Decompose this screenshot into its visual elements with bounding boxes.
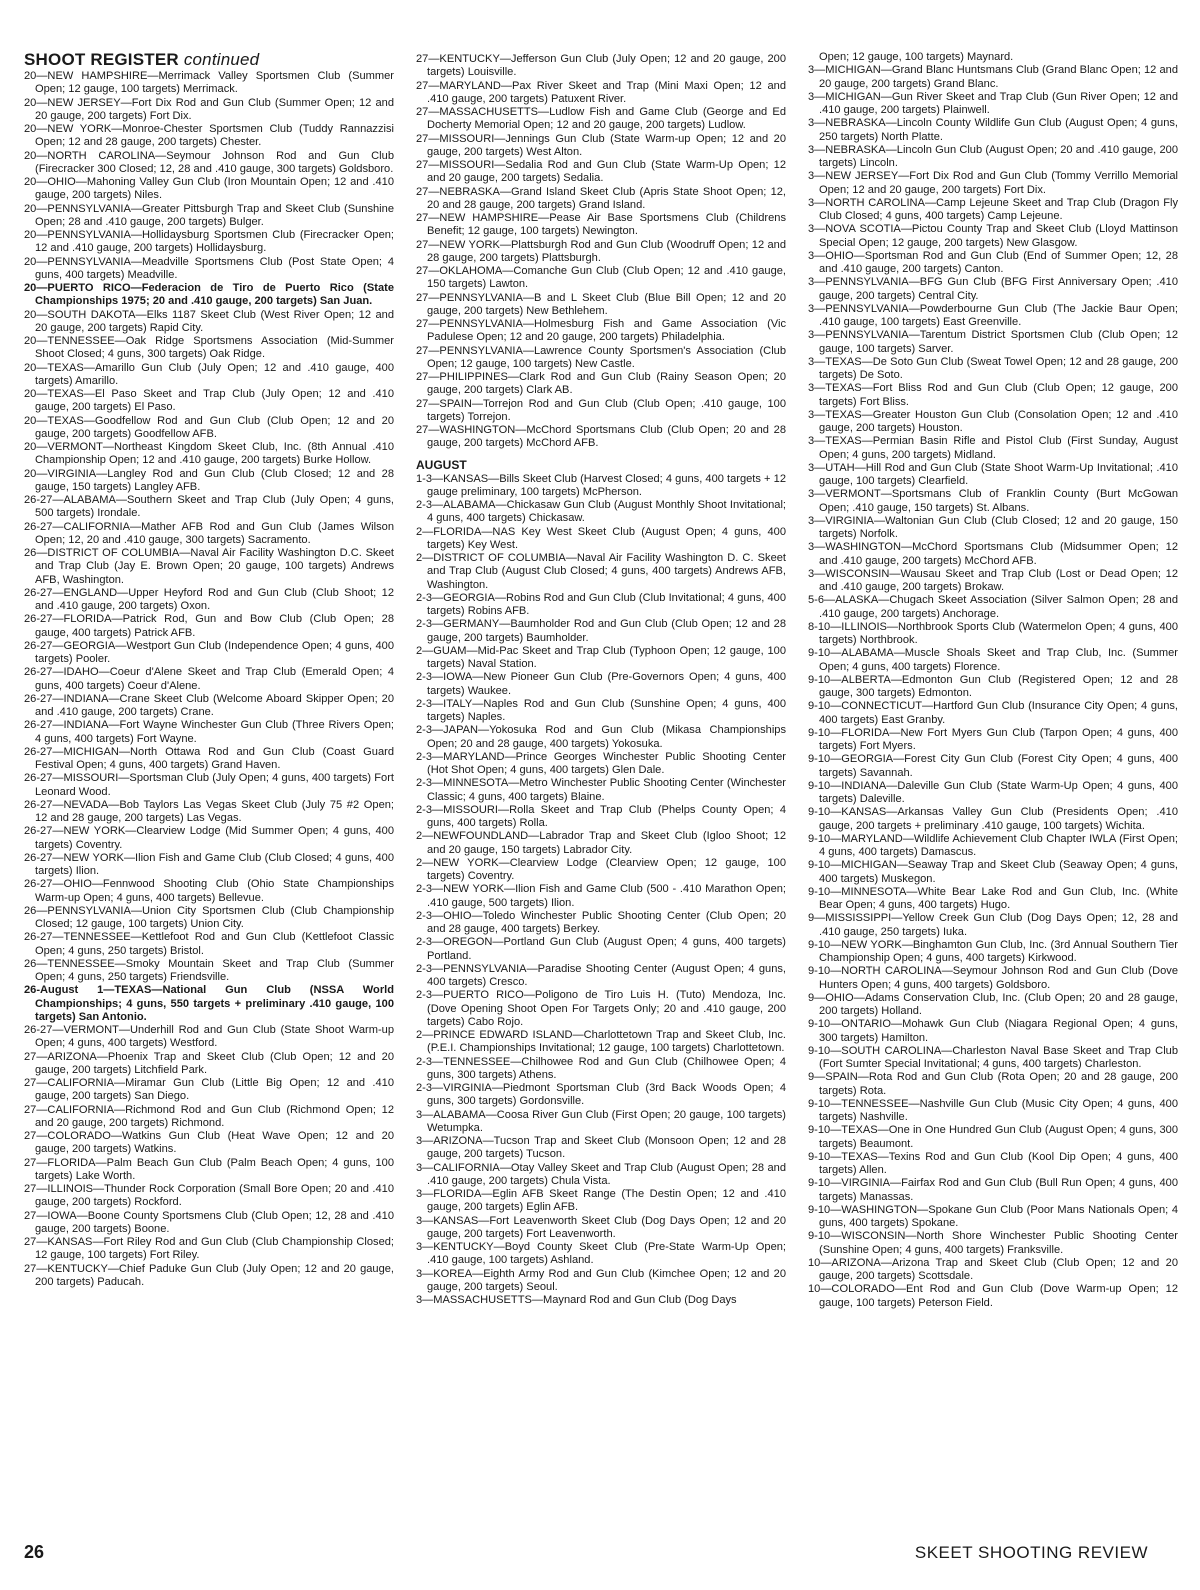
shoot-listing: 3—MICHIGAN—Gun River Skeet and Trap Club (Gun River Open; 12 and .410 gauge, 200 targets) Plainwell. — [808, 90, 1178, 116]
shoot-listing: 2-3—MARYLAND—Prince Georges Winchester Public Shooting Center (Hot Shot Open; 4 guns, 400 targets) Glen Dale. — [416, 750, 786, 776]
column-3 — [808, 51, 1178, 1310]
shoot-listing: 27—CALIFORNIA—Miramar Gun Club (Little Big Open; 12 and .410 gauge, 200 targets) San Diego. — [24, 1077, 394, 1103]
shoot-listing: 2-3—VIRGINIA—Piedmont Sportsman Club (3rd Back Woods Open; 4 guns, 300 targets) Gordonsville. — [416, 1082, 786, 1108]
shoot-listing: 2—FLORIDA—NAS Key West Skeet Club (August Open; 4 guns, 400 targets) Key West. — [416, 525, 786, 551]
shoot-listing: 3—WISCONSIN—Wausau Skeet and Trap Club (Lost or Dead Open; 12 and .410 gauge, 200 targets) Brokaw. — [808, 567, 1178, 593]
magazine-title: SKEET SHOOTING REVIEW — [914, 1543, 1148, 1562]
shoot-listing: 26-27—VERMONT—Underhill Rod and Gun Club (State Shoot Warm-up Open; 4 guns, 400 targets) Westford. — [24, 1024, 394, 1050]
shoot-listing: 8-10—ILLINOIS—Northbrook Sports Club (Watermelon Open; 4 guns, 400 targets) Northbrook. — [808, 620, 1178, 646]
shoot-listing: 3—FLORIDA—Eglin AFB Skeet Range (The Destin Open; 12 and .410 gauge, 200 targets) Eglin AFB. — [416, 1188, 786, 1214]
section-title-text: SHOOT REGISTER — [24, 50, 179, 69]
shoot-listing: 2-3—ITALY—Naples Rod and Gun Club (Sunshine Open; 4 guns, 400 targets) Naples. — [416, 697, 786, 723]
shoot-listing: 20—TEXAS—Goodfellow Rod and Gun Club (Club Open; 12 and 20 gauge, 200 targets) Goodfellow AFB. — [24, 414, 394, 440]
shoot-listing: 27—KENTUCKY—Chief Paduke Gun Club (July Open; 12 and 20 gauge, 200 targets) Paducah. — [24, 1262, 394, 1288]
shoot-listing: 9-10—MINNESOTA—White Bear Lake Rod and Gun Club, Inc. (White Bear Open; 4 guns, 400 targets) Hugo. — [808, 885, 1178, 911]
shoot-listing: 26—TENNESSEE—Smoky Mountain Skeet and Trap Club (Summer Open; 4 guns, 250 targets) Friendsville. — [24, 957, 394, 983]
shoot-listing: 26-27—MICHIGAN—North Ottawa Rod and Gun Club (Coast Guard Festival Open; 4 guns, 400 targets) Grand Haven. — [24, 745, 394, 771]
shoot-listing: 9-10—SOUTH CAROLINA—Charleston Naval Base Skeet and Trap Club (Fort Sumter Special Invitational; 4 guns, 400 targets) Charleston. — [808, 1044, 1178, 1070]
shoot-listing: 27—ARIZONA—Phoenix Trap and Skeet Club (Club Open; 12 and 20 gauge, 200 targets) Litchfield Park. — [24, 1050, 394, 1076]
shoot-listing: 3—ALABAMA—Coosa River Gun Club (First Open; 20 gauge, 100 targets) Wetumpka. — [416, 1108, 786, 1134]
shoot-listing: 27—ILLINOIS—Thunder Rock Corporation (Small Bore Open; 20 and .410 gauge, 200 targets) Rockford. — [24, 1183, 394, 1209]
shoot-listing: 2-3—PUERTO RICO—Poligono de Tiro Luis H. (Tuto) Mendoza, Inc. (Dove Opening Shoot Open For Targets Only; 20 and .410 gauge, 200 targets) Cabo Rojo. — [416, 989, 786, 1028]
shoot-listing: 3—KENTUCKY—Boyd County Skeet Club (Pre-State Warm-Up Open; .410 gauge, 100 targets) Ashland. — [416, 1241, 786, 1267]
shoot-listing: 2—NEWFOUNDLAND—Labrador Trap and Skeet Club (Igloo Shoot; 12 and 20 gauge, 150 targets) Labrador City. — [416, 830, 786, 856]
shoot-listing: 20—NEW HAMPSHIRE—Merrimack Valley Sportsmen Club (Summer Open; 12 gauge, 100 targets) Merrimack. — [24, 70, 394, 96]
shoot-listing: 3—TEXAS—De Soto Gun Club (Sweat Towel Open; 12 and 28 gauge, 200 targets) De Soto. — [808, 355, 1178, 381]
shoot-listing: 3—CALIFORNIA—Otay Valley Skeet and Trap Club (August Open; 28 and .410 gauge, 200 targets) Chula Vista. — [416, 1161, 786, 1187]
shoot-listing: 27—PHILIPPINES—Clark Rod and Gun Club (Rainy Season Open; 20 gauge, 200 targets) Clark AB. — [416, 371, 786, 397]
shoot-listing: 20—TEXAS—El Paso Skeet and Trap Club (July Open; 12 and .410 gauge, 200 targets) El Paso. — [24, 388, 394, 414]
shoot-listing: 3—MICHIGAN—Grand Blanc Huntsmans Club (Grand Blanc Open; 12 and 20 gauge, 200 targets) Grand Blanc. — [808, 64, 1178, 90]
shoot-listing: 26-27—IDAHO—Coeur d'Alene Skeet and Trap Club (Emerald Open; 4 guns, 400 targets) Coeur d'Alene. — [24, 666, 394, 692]
shoot-listing: 2-3—MISSOURI—Rolla Skeet and Trap Club (Phelps County Open; 4 guns, 400 targets) Rolla. — [416, 803, 786, 829]
shoot-listing: 2-3—GERMANY—Baumholder Rod and Gun Club (Club Open; 12 and 28 gauge, 200 targets) Baumholder. — [416, 618, 786, 644]
shoot-listing: 9-10—TEXAS—Texins Rod and Gun Club (Kool Dip Open; 4 guns, 400 targets) Allen. — [808, 1150, 1178, 1176]
shoot-listing: 27—NEW YORK—Plattsburgh Rod and Gun Club (Woodruff Open; 12 and 28 gauge, 200 targets) Plattsburgh. — [416, 238, 786, 264]
shoot-listing: 10—COLORADO—Ent Rod and Gun Club (Dove Warm-up Open; 12 gauge, 100 targets) Peterson Field. — [808, 1283, 1178, 1309]
shoot-listing: 2-3—OREGON—Portland Gun Club (August Open; 4 guns, 400 targets) Portland. — [416, 936, 786, 962]
section-title-continued: continued — [183, 50, 260, 69]
shoot-listing: 27—MISSOURI—Jennings Gun Club (State Warm-up Open; 12 and 20 gauge, 200 targets) West Alton. — [416, 132, 786, 158]
shoot-listing: 20—OHIO—Mahoning Valley Gun Club (Iron Mountain Open; 12 and .410 gauge, 200 targets) Niles. — [24, 176, 394, 202]
shoot-listing: 3—WASHINGTON—McChord Sportsmans Club (Midsummer Open; 12 and .410 gauge, 200 targets) McChord AFB. — [808, 541, 1178, 567]
shoot-listing: 27—IOWA—Boone County Sportsmens Club (Club Open; 12, 28 and .410 gauge, 200 targets) Boone. — [24, 1209, 394, 1235]
column-2 — [416, 53, 786, 1307]
shoot-listing: 9—OHIO—Adams Conservation Club, Inc. (Club Open; 20 and 28 gauge, 200 targets) Holland. — [808, 991, 1178, 1017]
shoot-listing: 9—SPAIN—Rota Rod and Gun Club (Rota Open; 20 and 28 gauge, 200 targets) Rota. — [808, 1071, 1178, 1097]
shoot-listing: 2-3—TENNESSEE—Chilhowee Rod and Gun Club (Chilhowee Open; 4 guns, 300 targets) Athens. — [416, 1055, 786, 1081]
shoot-listing: 3—PENNSYLVANIA—Tarentum District Sportsmen Club (Club Open; 12 gauge, 100 targets) Sarver. — [808, 329, 1178, 355]
shoot-listing: 26-27—INDIANA—Crane Skeet Club (Welcome Aboard Skipper Open; 20 and .410 gauge, 200 targets) Crane. — [24, 692, 394, 718]
shoot-listing: 26-27—TENNESSEE—Kettlefoot Rod and Gun Club (Kettlefoot Classic Open; 4 guns, 250 targets) Bristol. — [24, 931, 394, 957]
shoot-listing: 20—NORTH CAROLINA—Seymour Johnson Rod and Gun Club (Firecracker 300 Closed; 12, 28 and .410 gauge, 300 targets) Goldsboro. — [24, 149, 394, 175]
shoot-listing: 9-10—NORTH CAROLINA—Seymour Johnson Rod and Gun Club (Dove Hunters Open; 4 guns, 400 targets) Goldsboro. — [808, 965, 1178, 991]
shoot-listing: 9-10—CONNECTICUT—Hartford Gun Club (Insurance City Open; 4 guns, 400 targets) East Granby. — [808, 700, 1178, 726]
shoot-listing: 20—VIRGINIA—Langley Rod and Gun Club (Club Closed; 12 and 28 gauge, 150 targets) Langley AFB. — [24, 467, 394, 493]
shoot-listing: 26—DISTRICT OF COLUMBIA—Naval Air Facility Washington D.C. Skeet and Trap Club (Jay E. Brown Open; 20 gauge, 100 targets) Andrews AFB, Washington. — [24, 547, 394, 586]
shoot-listing: 27—PENNSYLVANIA—Lawrence County Sportsmen's Association (Club Open; 12 gauge, 100 targets) New Castle. — [416, 344, 786, 370]
shoot-listing: 20—PENNSYLVANIA—Meadville Sportsmens Club (Post State Open; 4 guns, 400 targets) Meadville. — [24, 255, 394, 281]
column-1 — [24, 50, 394, 1289]
shoot-listing: 2—GUAM—Mid-Pac Skeet and Trap Club (Typhoon Open; 12 gauge, 100 targets) Naval Station. — [416, 644, 786, 670]
shoot-listing: 9-10—NEW YORK—Binghamton Gun Club, Inc. (3rd Annual Southern Tier Championship Open; 4 guns, 400 targets) Kirkwood. — [808, 938, 1178, 964]
shoot-listing: 26-27—CALIFORNIA—Mather AFB Rod and Gun Club (James Wilson Open; 12, 20 and .410 gauge, 300 targets) Sacramento. — [24, 520, 394, 546]
shoot-listing: 3—VERMONT—Sportsmans Club of Franklin County (Burt McGowan Open; .410 gauge, 150 targets) St. Albans. — [808, 488, 1178, 514]
shoot-listing: 2-3—NEW YORK—Ilion Fish and Game Club (500 - .410 Marathon Open; .410 gauge, 500 targets) Ilion. — [416, 883, 786, 909]
shoot-listing: 26-27—NEVADA—Bob Taylors Las Vegas Skeet Club (July 75 #2 Open; 12 and 28 gauge, 200 targets) Las Vegas. — [24, 798, 394, 824]
shoot-listing: 27—COLORADO—Watkins Gun Club (Heat Wave Open; 12 and 20 gauge, 200 targets) Watkins. — [24, 1130, 394, 1156]
shoot-listing: 3—NEBRASKA—Lincoln Gun Club (August Open; 20 and .410 gauge, 200 targets) Lincoln. — [808, 143, 1178, 169]
shoot-listing: 2-3—OHIO—Toledo Winchester Public Shooting Center (Club Open; 20 and 28 gauge, 400 targets) Berkey. — [416, 909, 786, 935]
shoot-listing: 9-10—KANSAS—Arkansas Valley Gun Club (Presidents Open; .410 gauge, 200 targets + preliminary .410 gauge, 100 targets) Wichita. — [808, 806, 1178, 832]
shoot-listing: 3—PENNSYLVANIA—Powderbourne Gun Club (The Jackie Baur Open; .410 gauge, 100 targets) East Greenville. — [808, 302, 1178, 328]
shoot-listing: 9-10—MICHIGAN—Seaway Trap and Skeet Club (Seaway Open; 4 guns, 400 targets) Muskegon. — [808, 859, 1178, 885]
shoot-listing: 2—PRINCE EDWARD ISLAND—Charlottetown Trap and Skeet Club, Inc. (P.E.I. Championships Invitational; 12 gauge, 100 targets) Charlottetown. — [416, 1029, 786, 1055]
shoot-listing: 2-3—JAPAN—Yokosuka Rod and Gun Club (Mikasa Championships Open; 20 and 28 gauge, 400 targets) Yokosuka. — [416, 724, 786, 750]
shoot-listing: 3—NOVA SCOTIA—Pictou County Trap and Skeet Club (Lloyd Mattinson Special Open; 12 gauge, 200 targets) New Glasgow. — [808, 223, 1178, 249]
shoot-listing: 3—KANSAS—Fort Leavenworth Skeet Club (Dog Days Open; 12 and 20 gauge, 200 targets) Fort Leavenworth. — [416, 1214, 786, 1240]
shoot-listing: 26-27—NEW YORK—Ilion Fish and Game Club (Club Closed; 4 guns, 400 targets) Ilion. — [24, 851, 394, 877]
shoot-listing: 20—SOUTH DAKOTA—Elks 1187 Skeet Club (West River Open; 12 and 20 gauge, 200 targets) Rapid City. — [24, 308, 394, 334]
shoot-listing: 2-3—MINNESOTA—Metro Winchester Public Shooting Center (Winchester Classic; 4 guns, 400 targets) Blaine. — [416, 777, 786, 803]
shoot-listing: 27—NEBRASKA—Grand Island Skeet Club (Apris State Shoot Open; 12, 20 and 28 gauge, 200 targets) Grand Island. — [416, 185, 786, 211]
shoot-listing: 9-10—INDIANA—Daleville Gun Club (State Warm-Up Open; 4 guns, 400 targets) Daleville. — [808, 779, 1178, 805]
shoot-listing: 9-10—VIRGINIA—Fairfax Rod and Gun Club (Bull Run Open; 4 guns, 400 targets) Manassas. — [808, 1177, 1178, 1203]
shoot-listing: 20—PUERTO RICO—Federacion de Tiro de Puerto Rico (State Championships 1975; 20 and .410 gauge, 200 targets) San Juan. — [24, 282, 394, 308]
shoot-listing: 9-10—ONTARIO—Mohawk Gun Club (Niagara Regional Open; 4 guns, 300 targets) Hamilton. — [808, 1018, 1178, 1044]
page-number: 26 — [24, 1542, 45, 1562]
shoot-listing: 26-27—FLORIDA—Patrick Rod, Gun and Bow Club (Club Open; 28 gauge, 400 targets) Patrick AFB. — [24, 613, 394, 639]
shoot-listing: 26-27—MISSOURI—Sportsman Club (July Open; 4 guns, 400 targets) Fort Leonard Wood. — [24, 772, 394, 798]
shoot-listing: 20—TEXAS—Amarillo Gun Club (July Open; 12 and .410 gauge, 400 targets) Amarillo. — [24, 361, 394, 387]
shoot-listing: 9-10—WASHINGTON—Spokane Gun Club (Poor Mans Nationals Open; 4 guns, 400 targets) Spokane. — [808, 1203, 1178, 1229]
shoot-listing: 26-August 1—TEXAS—National Gun Club (NSSA World Championships; 4 guns, 550 targets + preliminary .410 gauge, 100 targets) San Antonio. — [24, 984, 394, 1023]
shoot-listing: 3—KOREA—Eighth Army Rod and Gun Club (Kimchee Open; 12 and 20 gauge, 200 targets) Seoul. — [416, 1267, 786, 1293]
shoot-listing: 3—PENNSYLVANIA—BFG Gun Club (BFG First Anniversary Open; .410 gauge, 200 targets) Central City. — [808, 276, 1178, 302]
shoot-listing: 2—DISTRICT OF COLUMBIA—Naval Air Facility Washington D. C. Skeet and Trap Club (August Club Closed; 4 guns, 400 targets) Andrews AFB, Washington. — [416, 552, 786, 591]
shoot-listing: 26-27—NEW YORK—Clearview Lodge (Mid Summer Open; 4 guns, 400 targets) Coventry. — [24, 825, 394, 851]
shoot-listing: 2-3—PENNSYLVANIA—Paradise Shooting Center (August Open; 4 guns, 400 targets) Cresco. — [416, 962, 786, 988]
section-title — [24, 50, 394, 69]
shoot-listing: 27—OKLAHOMA—Comanche Gun Club (Club Open; 12 and .410 gauge, 150 targets) Lawton. — [416, 265, 786, 291]
shoot-listing: 27—SPAIN—Torrejon Rod and Gun Club (Club Open; .410 gauge, 100 targets) Torrejon. — [416, 397, 786, 423]
shoot-listing: 27—KENTUCKY—Jefferson Gun Club (July Open; 12 and 20 gauge, 200 targets) Louisville. — [416, 53, 786, 79]
shoot-listing: 27—MISSOURI—Sedalia Rod and Gun Club (State Warm-Up Open; 12 and 20 gauge, 200 targets) Sedalia. — [416, 159, 786, 185]
shoot-listing: 9-10—FLORIDA—New Fort Myers Gun Club (Tarpon Open; 4 guns, 400 targets) Fort Myers. — [808, 726, 1178, 752]
shoot-listing: 27—WASHINGTON—McChord Sportsmans Club (Club Open; 20 and 28 gauge, 200 targets) McChord AFB. — [416, 424, 786, 450]
month-heading: AUGUST — [416, 457, 467, 472]
shoot-listing: 3—TEXAS—Permian Basin Rifle and Pistol Club (First Sunday, August Open; 4 guns, 200 targets) Midland. — [808, 435, 1178, 461]
shoot-listing: 10—ARIZONA—Arizona Trap and Skeet Club (Club Open; 12 and 20 gauge, 200 targets) Scottsdale. — [808, 1256, 1178, 1282]
shoot-listing: 9-10—ALABAMA—Muscle Shoals Skeet and Trap Club, Inc. (Summer Open; 4 guns, 400 targets) Florence. — [808, 647, 1178, 673]
shoot-listing: 5-6—ALASKA—Chugach Skeet Association (Silver Salmon Open; 28 and .410 gauge, 200 targets) Anchorage. — [808, 594, 1178, 620]
shoot-listing: 3—NORTH CAROLINA—Camp Lejeune Skeet and Trap Club (Dragon Fly Club Closed; 4 guns, 400 targets) Camp Lejeune. — [808, 196, 1178, 222]
shoot-listing: 9-10—TENNESSEE—Nashville Gun Club (Music City Open; 4 guns, 400 targets) Nashville. — [808, 1097, 1178, 1123]
shoot-listing: 3—NEW JERSEY—Fort Dix Rod and Gun Club (Tommy Verrillo Memorial Open; 12 and 20 gauge, 200 targets) Fort Dix. — [808, 170, 1178, 196]
shoot-listing: 27—NEW HAMPSHIRE—Pease Air Base Sportsmens Club (Childrens Benefit; 12 gauge, 100 targets) Newington. — [416, 212, 786, 238]
shoot-listing: 3—NEBRASKA—Lincoln County Wildlife Gun Club (August Open; 4 guns, 250 targets) North Platte. — [808, 117, 1178, 143]
shoot-listing: 26-27—ALABAMA—Southern Skeet and Trap Club (July Open; 4 guns, 500 targets) Irondale. — [24, 494, 394, 520]
shoot-listing: 3—OHIO—Sportsman Rod and Gun Club (End of Summer Open; 12, 28 and .410 gauge, 200 targets) Canton. — [808, 249, 1178, 275]
shoot-listing: 20—PENNSYLVANIA—Greater Pittsburgh Trap and Skeet Club (Sunshine Open; 28 and .410 gauge, 200 targets) Bulger. — [24, 202, 394, 228]
shoot-listing: 27—KANSAS—Fort Riley Rod and Gun Club (Club Championship Closed; 12 gauge, 100 targets) Fort Riley. — [24, 1236, 394, 1262]
shoot-listing: 3—UTAH—Hill Rod and Gun Club (State Shoot Warm-Up Invitational; .410 gauge, 100 targets) Clearfield. — [808, 461, 1178, 487]
shoot-listing: 1-3—KANSAS—Bills Skeet Club (Harvest Closed; 4 guns, 400 targets + 12 gauge preliminary, 100 targets) McPherson. — [416, 472, 786, 498]
shoot-listing: 9-10—WISCONSIN—North Shore Winchester Public Shooting Center (Sunshine Open; 4 guns, 400 targets) Franksville. — [808, 1230, 1178, 1256]
shoot-listing: 9-10—GEORGIA—Forest City Gun Club (Forest City Open; 4 guns, 400 targets) Savannah. — [808, 753, 1178, 779]
shoot-listing: 9-10—MARYLAND—Wildlife Achievement Club Chapter IWLA (First Open; 4 guns, 400 targets) Damascus. — [808, 832, 1178, 858]
shoot-listing: 20—NEW JERSEY—Fort Dix Rod and Gun Club (Summer Open; 12 and 20 gauge, 200 targets) Fort Dix. — [24, 96, 394, 122]
shoot-listing: 3—MASSACHUSETTS—Maynard Rod and Gun Club (Dog Days — [416, 1294, 737, 1306]
shoot-listing: 27—PENNSYLVANIA—B and L Skeet Club (Blue Bill Open; 12 and 20 gauge, 200 targets) New Bethlehem. — [416, 291, 786, 317]
shoot-listing: 20—NEW YORK—Monroe-Chester Sportsmen Club (Tuddy Rannazzisi Open; 12 and 28 gauge, 200 targets) Chester. — [24, 123, 394, 149]
shoot-listing: 27—PENNSYLVANIA—Holmesburg Fish and Game Association (Vic Padulese Open; 12 and 20 gauge, 200 targets) Philadelphia. — [416, 318, 786, 344]
shoot-listing: 3—ARIZONA—Tucson Trap and Skeet Club (Monsoon Open; 12 and 28 gauge, 200 targets) Tucson. — [416, 1135, 786, 1161]
shoot-listing: 2-3—IOWA—New Pioneer Gun Club (Pre-Governors Open; 4 guns, 400 targets) Waukee. — [416, 671, 786, 697]
shoot-listing: Open; 12 gauge, 100 targets) Maynard. — [819, 51, 1014, 63]
shoot-listing: 9—MISSISSIPPI—Yellow Creek Gun Club (Dog Days Open; 12, 28 and .410 gauge, 250 targets) Iuka. — [808, 912, 1178, 938]
shoot-listing: 3—VIRGINIA—Waltonian Gun Club (Club Closed; 12 and 20 gauge, 150 targets) Norfolk. — [808, 514, 1178, 540]
shoot-listing: 26-27—INDIANA—Fort Wayne Winchester Gun Club (Three Rivers Open; 4 guns, 400 targets) Fort Wayne. — [24, 719, 394, 745]
shoot-listing: 20—TENNESSEE—Oak Ridge Sportsmens Association (Mid-Summer Shoot Closed; 4 guns, 300 targets) Oak Ridge. — [24, 335, 394, 361]
shoot-listing: 27—FLORIDA—Palm Beach Gun Club (Palm Beach Open; 4 guns, 100 targets) Lake Worth. — [24, 1156, 394, 1182]
shoot-listing: 20—PENNSYLVANIA—Hollidaysburg Sportsmen Club (Firecracker Open; 12 and .410 gauge, 200 targets) Hollidaysburg. — [24, 229, 394, 255]
shoot-listing: 26—PENNSYLVANIA—Union City Sportsmen Club (Club Championship Closed; 12 gauge, 100 targets) Union City. — [24, 904, 394, 930]
shoot-listing: 27—MASSACHUSETTS—Ludlow Fish and Game Club (George and Ed Docherty Memorial Open; 12 and 20 gauge, 200 targets) Ludlow. — [416, 106, 786, 132]
shoot-listing: 26-27—OHIO—Fennwood Shooting Club (Ohio State Championships Warm-up Open; 4 guns, 400 targets) Bellevue. — [24, 878, 394, 904]
shoot-listing: 2—NEW YORK—Clearview Lodge (Clearview Open; 12 gauge, 100 targets) Coventry. — [416, 856, 786, 882]
shoot-listing: 20—VERMONT—Northeast Kingdom Skeet Club, Inc. (8th Annual .410 Championship Open; 12 and .410 gauge, 200 targets) Burke Hollow. — [24, 441, 394, 467]
shoot-listing: 27—MARYLAND—Pax River Skeet and Trap (Mini Maxi Open; 12 and .410 gauge, 200 targets) Patuxent River. — [416, 79, 786, 105]
shoot-listing: 27—CALIFORNIA—Richmond Rod and Gun Club (Richmond Open; 12 and 20 gauge, 200 targets) Richmond. — [24, 1103, 394, 1129]
shoot-listing: 2-3—GEORGIA—Robins Rod and Gun Club (Club Invitational; 4 guns, 400 targets) Robins AFB. — [416, 591, 786, 617]
shoot-listing: 26-27—GEORGIA—Westport Gun Club (Independence Open; 4 guns, 400 targets) Pooler. — [24, 639, 394, 665]
shoot-listing: 2-3—ALABAMA—Chickasaw Gun Club (August Monthly Shoot Invitational; 4 guns, 400 targets) Chickasaw. — [416, 499, 786, 525]
shoot-listing: 26-27—ENGLAND—Upper Heyford Rod and Gun Club (Club Shoot; 12 and .410 gauge, 200 targets) Oxon. — [24, 586, 394, 612]
shoot-listing: 9-10—ALBERTA—Edmonton Gun Club (Registered Open; 12 and 28 gauge, 300 targets) Edmonton. — [808, 673, 1178, 699]
shoot-listing: 3—TEXAS—Fort Bliss Rod and Gun Club (Club Open; 12 gauge, 200 targets) Fort Bliss. — [808, 382, 1178, 408]
shoot-listing: 3—TEXAS—Greater Houston Gun Club (Consolation Open; 12 and .410 gauge, 200 targets) Houston. — [808, 408, 1178, 434]
shoot-listing: 9-10—TEXAS—One in One Hundred Gun Club (August Open; 4 guns, 300 targets) Beaumont. — [808, 1124, 1178, 1150]
